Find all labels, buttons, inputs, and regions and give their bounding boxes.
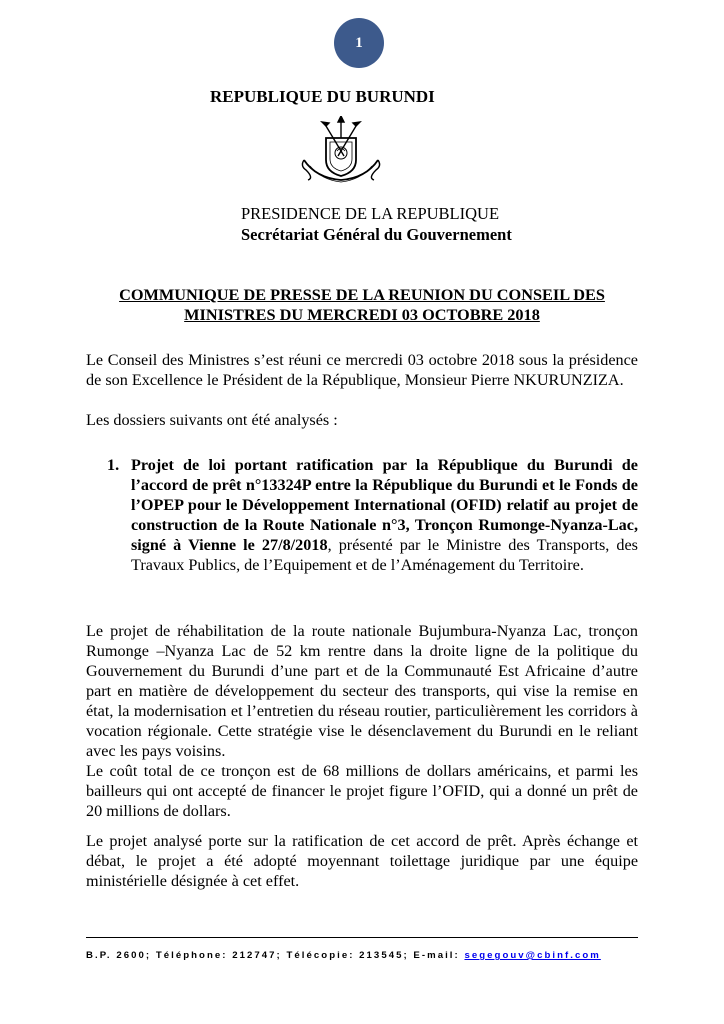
agenda-item-1 (107, 455, 638, 575)
item-regular-text: , présenté par le Ministre des Transports, des Travaux Publics, de l’Equipement et de l’Aménagement du Territoire. (131, 536, 638, 574)
item-bold-text: Projet de loi portant ratification par la République du Burundi de l’accord de prêt n°13324P entre la République du Burundi et le Fonds de l’OPEP pour le Développement International (OFID) relatif au projet de construction de la Route Nationale n°3, Tronçon Rumonge-Nyanza-Lac, signé à Vienne le 27/8/2018 (131, 456, 638, 554)
title-line-2: MINISTRES DU MERCREDI 03 OCTOBRE 2018 (184, 305, 540, 324)
republic-heading: REPUBLIQUE DU BURUNDI (210, 87, 435, 106)
title-line-1: COMMUNIQUE DE PRESSE DE LA REUNION DU CONSEIL DES (119, 285, 605, 304)
page-number-badge (334, 18, 384, 68)
coat-of-arms-icon (296, 116, 386, 188)
footer-contact-text: B.P. 2600; Téléphone: 212747; Télécopie: 213545; E-mail: (86, 950, 465, 961)
issuer-block (241, 203, 512, 245)
footer-email-link[interactable]: segegouv@cbinf.com (464, 950, 601, 961)
item-text (131, 455, 638, 575)
secretariat-label: Secrétariat Général du Gouvernement (241, 225, 512, 244)
cost-paragraph: Le coût total de ce tronçon est de 68 millions de dollars américains, et parmi les bailleurs qui ont accepté de financer le projet figure l’OFID, qui a donné un prêt de 20 millions de dollars. (86, 762, 638, 820)
conclusion-paragraph: Le projet analysé porte sur la ratification de cet accord de prêt. Après échange et débat, le projet a été adopté moyennant toilettage juridique par une équipe ministérielle désignée à cet effet. (86, 832, 638, 890)
footer-contact (86, 950, 638, 961)
project-paragraph: Le projet de réhabilitation de la route nationale Bujumbura-Nyanza Lac, tronçon Rumonge –Nyanza Lac de 52 km rentre dans la droite ligne de la politique du Gouvernement du Burundi d’une part et de la Communauté Est Africaine d’autre part en matière de développement du secteur des transports, qui vise la remise en état, la modernisation et l’entretien du réseau routier, particulièrement les corridors à vocation régionale. Cette stratégie vise le désenclavement du Burundi en le reliant avec les pays voisins. (86, 622, 638, 760)
footer-divider (86, 937, 638, 938)
item-number: 1. (107, 456, 120, 474)
dossiers-intro: Les dossiers suivants ont été analysés : (86, 411, 338, 429)
document-title (60, 285, 664, 325)
intro-paragraph: Le Conseil des Ministres s’est réuni ce mercredi 03 octobre 2018 sous la présidence de son Excellence le Président de la République, Monsieur Pierre NKURUNZIZA. (86, 351, 638, 389)
presidence-label: PRESIDENCE DE LA REPUBLIQUE (241, 204, 500, 223)
page-number: 1 (355, 34, 363, 51)
